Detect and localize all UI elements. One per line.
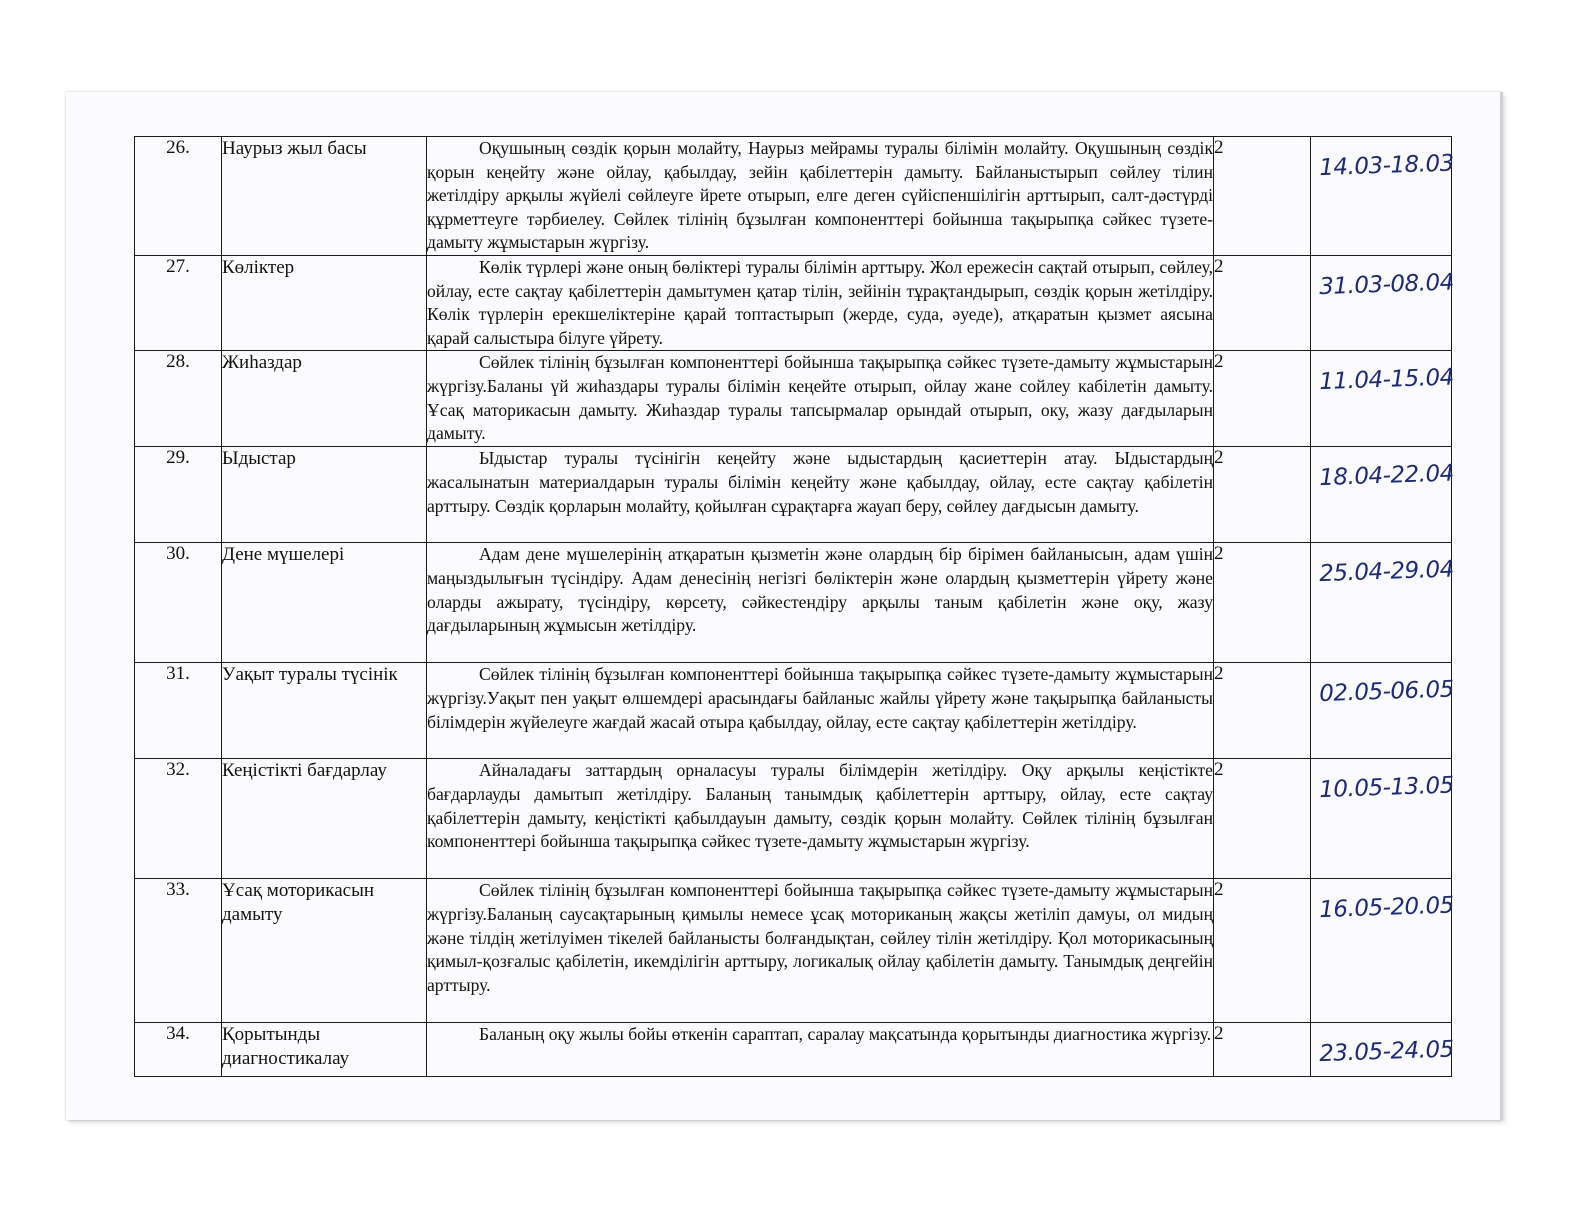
dates-cell (1311, 1023, 1455, 1077)
topic-cell: Көліктер (222, 255, 427, 350)
description-cell: Айналадағы заттардың орналасуы туралы білімдерін жетілдіру. Оқу арқылы кеңістікте бағдарлауды дамытып жетілдіру. Баланың танымдық қабілеттерін арттыру, ойлау, есте сақтау қабілеттерін дамыту, кеңістікті қабылдауын дамыту, сөздік қорын молайту. Сөйлек тілінің бұзылған компоненттері бойынша тақырыпқа сәйкес түзете-дамыту жұмыстарын жүргізу. (427, 759, 1214, 879)
handwritten-dates: 31.03-08.04 (1318, 269, 1455, 301)
topic-cell: Жиһаздар (222, 351, 427, 447)
table-row (135, 137, 1452, 256)
row-number: 28. (135, 351, 222, 447)
description-cell: Оқушының сөздік қорын молайту, Наурыз мейрамы туралы білімін молайту. Оқушының сөздік қорын кеңейту және ойлау, қабылдау, зейін қабілеттерін дамыту. Байланыстырып сөйлеу тілин жетілдіру арқылы жүйелі сөйлеуге йрете отырып, елге деген сүйіспеншілігін арттырып, салт-дәстүрді құрметтеуге тәрбиелеу. Сөйлек тілінің бұзылған компоненттері бойынша тақырыпқа сәйкес түзете-дамыту жұмыстарын жүргізу. (427, 137, 1214, 256)
row-number: 26. (135, 137, 222, 256)
topic-cell: Қорытынды диагностикалау (222, 1023, 427, 1077)
topic-cell: Кеңістікті бағдарлау (222, 759, 427, 879)
row-number: 34. (135, 1023, 222, 1077)
dates-cell (1311, 447, 1455, 543)
table-row (135, 255, 1452, 350)
row-number: 33. (135, 879, 222, 1023)
hours-cell: 2 (1214, 759, 1311, 879)
table-row (135, 543, 1452, 663)
handwritten-dates: 25.04-29.04 (1318, 556, 1455, 588)
description-cell: Сөйлек тілінің бұзылған компоненттері бойынша тақырыпқа сәйкес түзете-дамыту жұмыстарын жүргізу.Уақыт пен уақыт өлшемдері арасындағы байланыс жайлы үйрету және тақырыпқа байланысты білімдерін жүйелеуге жағдай жасай отыра қабылдау, ойлау, есте сақтау қабілеттерін жетілдіру. (427, 663, 1214, 759)
lesson-plan-table (134, 136, 1455, 1077)
hours-cell: 2 (1214, 255, 1311, 350)
topic-cell: Ұсақ моторикасын дамыту (222, 879, 427, 1023)
dates-cell (1311, 663, 1455, 759)
row-number: 32. (135, 759, 222, 879)
table-row (135, 759, 1452, 879)
handwritten-dates: 10.05-13.05 (1318, 772, 1455, 804)
dates-cell (1311, 759, 1455, 879)
row-number: 29. (135, 447, 222, 543)
handwritten-dates: 23.05-24.05 (1318, 1036, 1455, 1068)
table-row (135, 1023, 1452, 1077)
description-cell: Баланың оқу жылы бойы өткенін сараптап, саралау мақсатында қорытынды диагностика жүргізу. (427, 1023, 1214, 1077)
topic-cell: Дене мүшелері (222, 543, 427, 663)
hours-cell: 2 (1214, 879, 1311, 1023)
hours-cell: 2 (1214, 663, 1311, 759)
handwritten-dates: 14.03-18.03 (1318, 150, 1455, 182)
table-row (135, 879, 1452, 1023)
dates-cell (1311, 137, 1455, 256)
description-cell: Адам дене мүшелерінің атқаратын қызметін және олардың бір бірімен байланысын, адам үшін маңыздылығын түсіндіру. Адам денесінің негізгі бөліктерін және олардың қызметтерін үйрету және оларды ажырату, түсіндіру, көрсету, сәйкестендіру арқылы таным қабілетін және оқу, жазу дағдыларының жұмысын жетілдіру. (427, 543, 1214, 663)
description-cell: Көлік түрлері және оның бөліктері туралы білімін арттыру. Жол ережесін сақтай отырып, сөйлеу, ойлау, есте сақтау қабілеттерін дамытумен қатар тілін, зейінін тұрақтандырып, сөздік қорын жетілдіру. Көлік түрлерін ерекшеліктеріне қарай топтастырып (жерде, суда, әуеде), атқаратын қызмет аясына қарай салыстыра білуге үйрету. (427, 255, 1214, 350)
paper-edge (1500, 92, 1503, 1120)
dates-cell (1311, 255, 1455, 350)
topic-cell: Уақыт туралы түсінік (222, 663, 427, 759)
hours-cell: 2 (1214, 137, 1311, 256)
handwritten-dates: 02.05-06.05 (1318, 676, 1455, 708)
row-number: 31. (135, 663, 222, 759)
handwritten-dates: 16.05-20.05 (1318, 892, 1455, 924)
hours-cell: 2 (1214, 1023, 1311, 1077)
row-number: 27. (135, 255, 222, 350)
dates-cell (1311, 879, 1455, 1023)
hours-cell: 2 (1214, 351, 1311, 447)
row-number: 30. (135, 543, 222, 663)
handwritten-dates: 18.04-22.04 (1318, 460, 1455, 492)
hours-cell: 2 (1214, 543, 1311, 663)
table-row (135, 351, 1452, 447)
description-cell: Сөйлек тілінің бұзылған компоненттері бойынша тақырыпқа сәйкес түзете-дамыту жұмыстарын жүргізу.Баланы үй жиһаздары туралы білімін кеңейте отырып, ойлау жане сойлеу кабілетін дамыту. Ұсақ маторикасын дамыту. Жиһаздар туралы тапсырмалар орындай отырып, оку, жазу дағдыларын дамыту. (427, 351, 1214, 447)
table-row (135, 447, 1452, 543)
topic-cell: Ыдыстар (222, 447, 427, 543)
dates-cell (1311, 543, 1455, 663)
dates-cell (1311, 351, 1455, 447)
hours-cell: 2 (1214, 447, 1311, 543)
table-row (135, 663, 1452, 759)
handwritten-dates: 11.04-15.04 (1318, 364, 1455, 396)
description-cell: Сөйлек тілінің бұзылған компоненттері бойынша тақырыпқа сәйкес түзете-дамыту жұмыстарын жүргізу.Баланың саусақтарының қимылы немесе ұсақ моториканың жақсы жетіліп дамуы, ол мидың және тілдің жетілуімен тікелей байланысты болғандықтан, сөйлеу тілін жетілдіру. Қол моторикасының қимыл-қозғалыс қабілетін, икемділігін арттыру, логикалық ойлау қабілетін дамыту. Танымдық деңгейін арттыру. (427, 879, 1214, 1023)
topic-cell: Наурыз жыл басы (222, 137, 427, 256)
description-cell: Ыдыстар туралы түсінігін кеңейту және ыдыстардың қасиеттерін атау. Ыдыстардың жасалынатын материалдарын туралы білімін кеңейту және қабылдау, ойлау, есте сақтау қабілетін арттыру. Сөздік қорларын молайту, қойылған сұрақтарға жауап беру, сөйлеу дағдысын дамыту. (427, 447, 1214, 543)
